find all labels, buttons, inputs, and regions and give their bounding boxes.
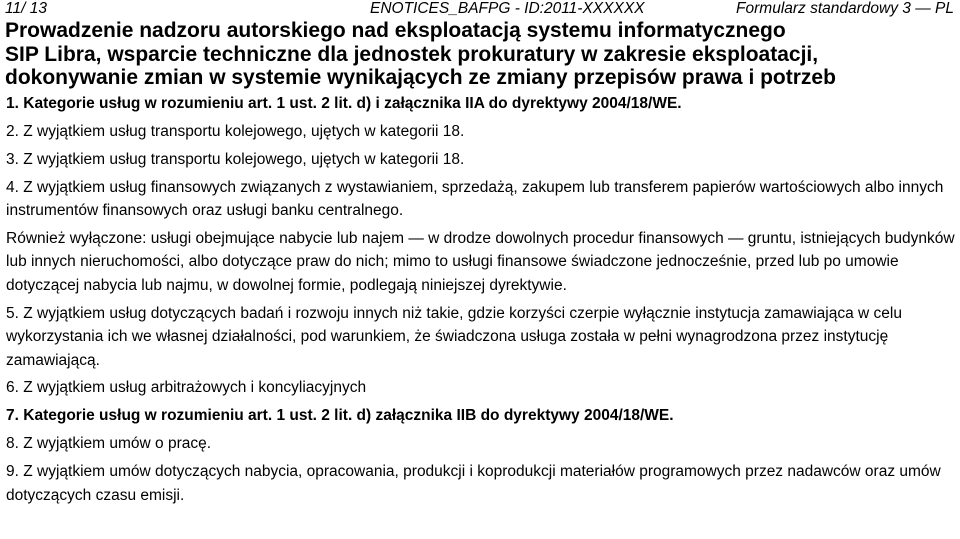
footnote-text: Z wyjątkiem umów dotyczących nabycia, opracowania, produkcji i koprodukcji materiałów programowych przez nadawców oraz umów dotyczących czasu emisji. <box>6 463 941 504</box>
footnote-item-7 <box>6 404 956 427</box>
footnote-text: Z wyjątkiem usług transportu kolejowego, ujętych w kategorii 18. <box>23 122 465 140</box>
footnotes-body <box>6 92 956 507</box>
footnote-number: 3. <box>6 150 19 168</box>
footnote-text: Z wyjątkiem usług transportu kolejowego, ujętych w kategorii 18. <box>23 150 465 168</box>
footnote-item-3 <box>6 148 956 171</box>
footnote-item-5 <box>6 302 956 372</box>
footnote-number: 8. <box>6 435 19 453</box>
contract-title-line: dokonywanie zmian w systemie wynikających ze zmiany przepisów prawa i potrzeb <box>5 66 836 89</box>
footnote-number: 4. <box>6 178 19 196</box>
footnote-item-2 <box>6 120 956 143</box>
footnote-number: 6. <box>6 379 19 397</box>
footnote-item-1 <box>6 92 956 115</box>
footnote-text: Kategorie usług w rozumieniu art. 1 ust. 2 lit. d) załącznika IIB do dyrektywy 2004/18/WE. <box>23 407 674 425</box>
notice-id: ENOTICES_BAFPG - ID:2011-XXXXXX <box>370 0 645 17</box>
footnote-item-8 <box>6 432 956 455</box>
footnote-number: 1. <box>6 95 19 112</box>
footnote-text: Z wyjątkiem usług dotyczących badań i rozwoju innych niż takie, gdzie korzyści czerpie wyłącznie instytucja zamawiająca w celu wykorzystania ich we własnej działalności, pod warunkiem, że świadczona usługa została w pełni wynagrodzona przez instytucję zamawiającą. <box>6 304 902 369</box>
footnote-item-4 <box>6 176 956 223</box>
footnote-number: 5. <box>6 304 19 322</box>
footnote-text: Również wyłączone: usługi obejmujące nabycie lub najem — w drodze dowolnych procedur finansowych — gruntu, istniejących budynków lub innych nieruchomości, albo dotyczące praw do nich; mimo to usługi finansowe świadczone jednocześnie, przed lub po umowie dotyczącej nabycia lub najmu, w dowolnej formie, podlegają niniejszej dyrektywie. <box>6 230 955 294</box>
footnote-text: Z wyjątkiem umów o pracę. <box>23 435 212 453</box>
footnote-number: 7. <box>6 407 19 425</box>
page-header-bar <box>0 0 960 18</box>
footnote-text: Z wyjątkiem usług arbitrażowych i koncyliacyjnych <box>23 379 367 397</box>
footnote-item-9 <box>6 460 956 507</box>
footnote-number: 2. <box>6 122 19 140</box>
page-number: 11/ 13 <box>5 0 47 17</box>
footnote-text: Z wyjątkiem usług finansowych związanych z wystawianiem, sprzedażą, zakupem lub transferem papierów wartościowych albo innych instrumentów finansowych oraz usługi banku centralnego. <box>6 178 944 220</box>
footnote-item-6 <box>6 376 956 399</box>
footnote-number: 9. <box>6 463 19 481</box>
contract-title-line: Prowadzenie nadzoru autorskiego nad eksploatacją systemu informatycznego <box>5 19 786 42</box>
form-type-label: Formularz standardowy 3 — PL <box>736 0 954 17</box>
footnote-text: Kategorie usług w rozumieniu art. 1 ust. 2 lit. d) i załącznika IIA do dyrektywy 2004/18/WE. <box>23 95 682 112</box>
contract-title-line: SIP Libra, wsparcie techniczne dla jednostek prokuratury w zakresie eksploatacji, <box>5 42 819 66</box>
footnote-item-4-continued <box>6 227 956 297</box>
contract-title-block <box>5 19 955 90</box>
